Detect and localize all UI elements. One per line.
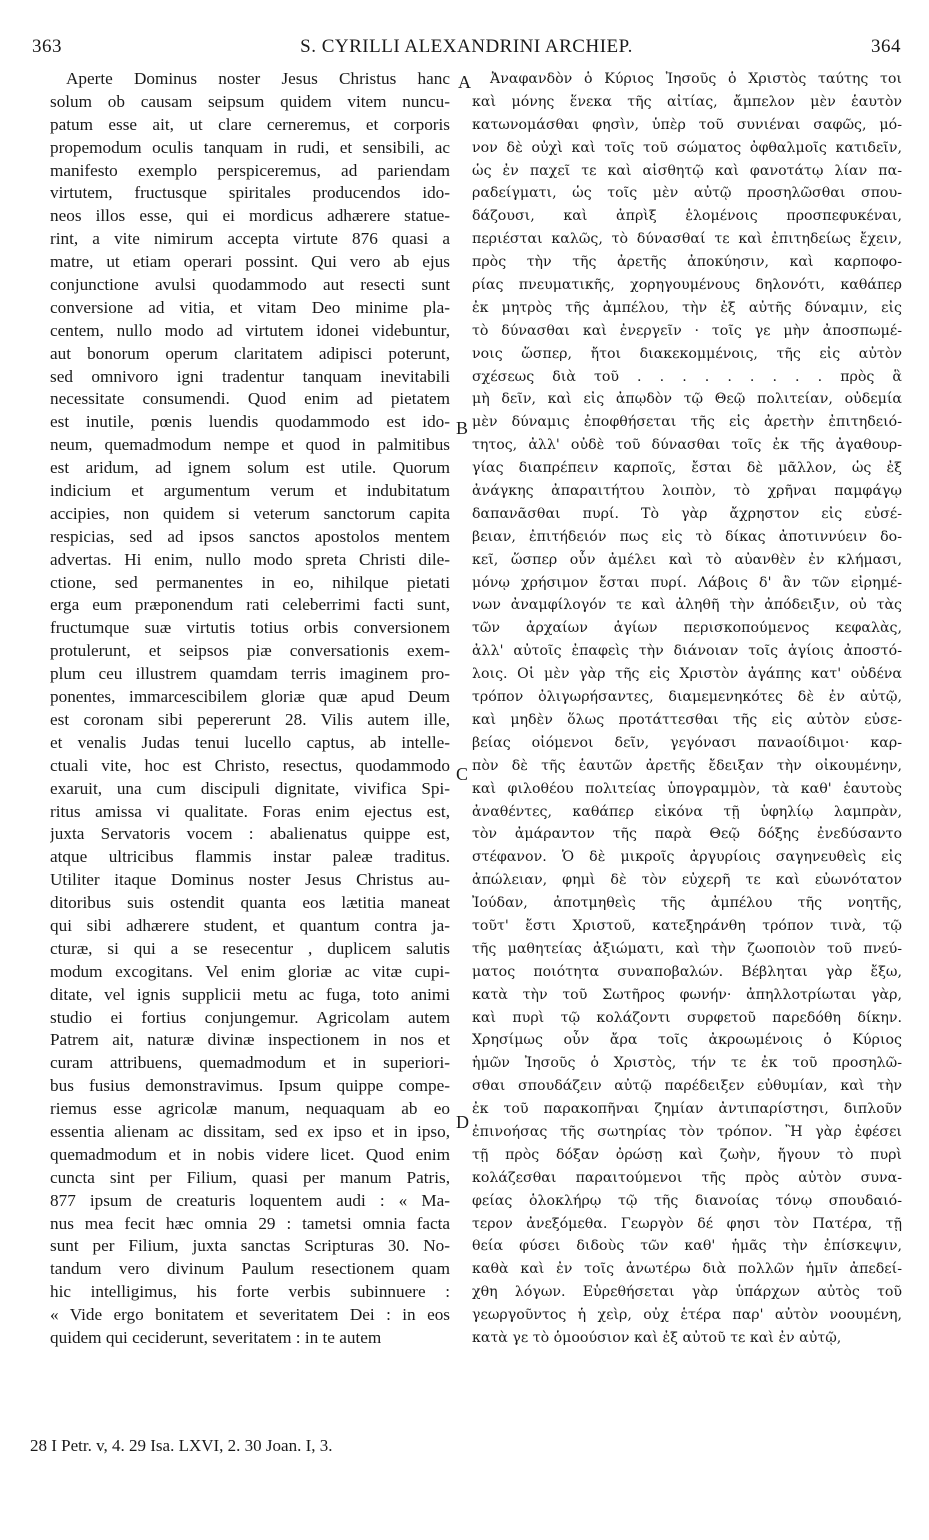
text-line: est inutile, pœnis luendis quodammodo est ido- xyxy=(50,412,450,432)
text-line: necessitate consumendi. Quod enim ad pietatem xyxy=(50,389,450,409)
text-line: neum, quemadmodum nempe et quod in palmitibus xyxy=(50,435,450,455)
text-line: δάζουσι, καὶ ἀπρὶξ ἑλομένοις προσπεφυκέναι, xyxy=(472,208,902,225)
text-line: Patrem ait, naturæ divinæ inspectionem in nos et xyxy=(50,1030,450,1050)
text-line: ἡμῶν Ἰησοῦς ὁ Χριστὸς, τήν τε ἐκ τοῦ προσηλῶ- xyxy=(472,1055,902,1072)
page-header xyxy=(32,30,901,60)
text-line: σχέσεως διὰ τοῦ . . . . . . . . . πρὸς ἃ xyxy=(472,368,902,385)
text-line: τῇ πρὸς δόξαν ὀρώσῃ καὶ ζωὴν, ἤγουν τὸ πυρὶ xyxy=(472,1146,902,1163)
text-line: γεωργοῦντος ἡ χεὶρ, οὐχ ἑτέρα παρ' αὐτὸν νοουμένη, xyxy=(472,1307,902,1324)
text-line: τερον ἀνεξόμεθα. Γεωργὸν δέ φησι τὸν Πατέρα, τῇ xyxy=(472,1215,902,1232)
running-title: S. CYRILLI ALEXANDRINI ARCHIEP. xyxy=(300,36,633,57)
section-marker-c: C xyxy=(456,764,469,784)
text-line: ἐκ τοῦ παρακοπῆναι ζημίαν ἀντιπαρίστησι, διπλοῦν xyxy=(472,1101,902,1118)
text-line: ritus amissa vi qualitate. Foras enim ejectus est, xyxy=(50,801,450,821)
text-line: τὸν ἀμάραντον τῆς παρὰ Θεῷ δόξης ἐνεδύσαντο xyxy=(472,826,902,843)
text-line: βειαν, ἐπιτήδειόν πως εἰς τὸ δίκας ἀποτιννύειν δο- xyxy=(472,528,902,545)
text-line: νοις ὥσπερ, ἤτοι διακεκομμένοις, τῆς εἰς αὐτὸν xyxy=(472,345,902,362)
text-line: sunt per Filium, juxta sanctas Scripturas 30. No- xyxy=(50,1236,450,1256)
page-number-left: 363 xyxy=(32,36,62,57)
text-line: atque ultricibus flammis instar paleæ traditus. xyxy=(50,847,450,867)
text-line: studio ei fortius conjungemur. Agricolam autem xyxy=(50,1007,450,1027)
text-line: καὶ μηδὲν ὅλως προτάττεσθαι τῆς εἰς αὐτὸν εὐσε- xyxy=(472,711,902,728)
text-line: καὶ μόνης ἕνεκα τῆς αἰτίας, ἄμπελον μὲν ἑαυτὸν xyxy=(472,93,902,110)
text-line: ὡς ἐν παχεῖ τε καὶ αἰσθητῷ καὶ φανοτάτῳ λίαν πα- xyxy=(472,162,902,179)
text-line: Ἀναφανδὸν ὁ Κύριος Ἰησοῦς ὁ Χριστὸς ταύτης τοι xyxy=(490,71,902,87)
text-line: exaruit, una cum discipuli dignitate, vivifica Spi- xyxy=(50,778,450,798)
text-line: νων ἀναμφίλογόν τε καὶ ἀληθῆ τὴν ἀπόδειξιν, οὐ τὰς xyxy=(472,597,902,614)
text-line: manifesto exemplo perspiceremus, ad pariendam xyxy=(50,160,450,180)
text-line: est aridum, ad ignem solum est utile. Quorum xyxy=(50,458,450,478)
text-line: protulerunt, et seipsos piæ conversationis exem- xyxy=(50,641,450,661)
text-line: ditate, vel ignis supplicii metu ac fuga, toto animi xyxy=(50,984,450,1004)
text-line: conjunctione avulsi quodammodo aut resecti sunt xyxy=(50,275,450,295)
text-line: κατὰ γε τὸ ὁμοούσιον καὶ ἐξ αὐτοῦ τε καὶ ἐν αὐτῷ, xyxy=(472,1329,842,1346)
text-line: ἐπινοήσας τῆς σωτηρίας τὸν τρόπον. Ἢ γὰρ ἐφέσει xyxy=(472,1123,902,1140)
text-line: curam attribuens, quemadmodum et in superiori- xyxy=(50,1053,450,1073)
text-line: κολάζεσθαι παραιτούμενοι τῆς πρὸς αὐτὸν συνα- xyxy=(472,1169,902,1186)
text-line: quidem qui ceciderunt, severitatem : in te autem xyxy=(50,1327,382,1347)
text-line: Utiliter itaque Dominus noster Jesus Christus au- xyxy=(50,870,450,890)
text-line: τοῦτ' ἔστι Χριστοῦ, κατεξηράνθη τρόπον τινὰ, τῷ xyxy=(472,917,902,934)
text-line: matre, ut etiam operari possint. Qui vero ab ejus xyxy=(50,252,450,272)
text-line: respicias, sed ad ipsos sanctos apostolos mentem xyxy=(50,526,450,546)
text-line: « Vide ergo bonitatem et severitatem Dei : in eos xyxy=(50,1305,450,1325)
text-line: τρόπον ὀλιγωρήσαντες, διαμεμενηκότες δὲ ἐν αὐτῷ, xyxy=(472,689,902,706)
text-line: ἀνάγκης ἀπαραιτήτου λοιπὸν, τὸ χρῆναι παμφάγῳ xyxy=(472,483,902,500)
text-line: fructumque suæ virtutis totius orbis conversionem xyxy=(50,618,450,638)
text-line: χθη λόγων. Εὑρεθήσεται γὰρ ὑπάρχων αὐτὸς τοῦ xyxy=(472,1284,902,1301)
text-line: καθὰ καὶ ἐν τοῖς ἀνωτέρω διὰ πολλῶν ἡμῖν ἀπεδεί- xyxy=(472,1261,902,1278)
text-line: conversione ad vitia, et vitam Deo minime pla- xyxy=(50,297,450,317)
text-line: ἐκ μητρὸς τῆς ἀμπέλου, τὴν ἐξ αὐτῆς δύναμιν, εἰς xyxy=(472,299,902,316)
text-line: propemodum oculis tanquam in rudi, et sensibili, ac xyxy=(50,137,450,157)
text-line: 877 ipsum de creaturis loquentem audi : « Ma- xyxy=(50,1190,450,1210)
text-line: indicium et argumentum verum et indubitatum xyxy=(50,481,450,501)
section-marker-a: A xyxy=(458,72,471,92)
text-line: ρίας πνευματικῆς, χορηγουμένους δηλονότι, καθάπερ xyxy=(472,277,902,294)
text-line: στέφανον. Ὁ δὲ μικροῖς ἀργυρίοις σαγηνευθεὶς εἰς xyxy=(472,849,902,866)
text-line: τὸ δύνασθαι καὶ ἐνεργεῖν · τοῖς γε μὴν ἀποσπωμέ- xyxy=(472,322,902,339)
text-line: advertas. Hi enim, nullo modo spreta Christi dile- xyxy=(50,549,450,569)
text-line: ctuali vite, hoc est Christo, resectus, quodammodo xyxy=(50,755,450,775)
text-line: μὴ δεῖν, καὶ εἰς ἀπῳδὸν τῷ Θεῷ πολιτείαν, οὐδεμία xyxy=(472,391,902,408)
text-line: καὶ φιλοθέου πολιτείας ὑπογραμμὸν, τὰ καθ' ἑαυτοὺς xyxy=(472,780,902,797)
text-line: ἀλλ' αὐτοῖς ἐπαφεὶς τὴν διάνοιαν τοῖς ἁγίοις ἀποστό- xyxy=(472,643,902,660)
text-line: ditoribus suis ostendit quanta eos lætitia maneat xyxy=(50,893,450,913)
text-line: πρὸς τὴν τῆς ἀρετῆς ἀποκύησιν, καὶ καρποφο- xyxy=(472,254,902,271)
text-line: θεία φύσει διδοὺς τῶν καθ' ἡμᾶς τὴν ἐπίσκεψιν, xyxy=(472,1238,902,1255)
text-line: riemus esse agricolæ manum, nequaquam ab eo xyxy=(50,1099,450,1119)
text-line: accipies, non quidem si veterum sanctorum capita xyxy=(50,503,450,523)
section-marker-d: D xyxy=(456,1112,469,1132)
text-line: ponentes, immarcescibilem gloriæ quæ apud Deum xyxy=(50,687,450,707)
text-line: τητος, ἀλλ' οὐδὲ τοῦ δύνασθαι τοῖς ἐκ τῆς ἀγαθουρ- xyxy=(472,437,902,454)
text-line: aut bonorum operum claritatem adipisci poterunt, xyxy=(50,343,450,363)
text-line: Aperte Dominus noster Jesus Christus hanc xyxy=(66,69,450,88)
text-line: περιέσται καλῶς, τὸ δύνασθαί τε καὶ ἐπιτηδείως ἔχειν, xyxy=(472,231,902,248)
text-line: τῆς μαθητείας ἀξιώματι, καὶ τὴν ζωοποιὸν τοῦ πνεύ- xyxy=(472,940,902,957)
text-line: ραδείγματι, ὡς τοῖς μὲν αὐτῷ προσηλῶσθαι σπου- xyxy=(472,185,902,202)
text-line: nus mea fecit hæc omnia 29 : tametsi omnia facta xyxy=(50,1213,450,1233)
text-line: ctione, sed permanentes in eo, nihilque pietati xyxy=(50,572,450,592)
text-line: sed omnivoro igni tradentur tanquam inevitabili xyxy=(50,366,450,386)
footnotes: 28 I Petr. v, 4. 29 Isa. LXVI, 2. 30 Joan. I, 3. xyxy=(30,1436,333,1455)
text-line: πὸν δὲ τῆς ἑαυτῶν ἀρετῆς ἔδειξαν τὴν οἰκουμένην, xyxy=(472,757,902,774)
text-line: φείας ὁλοκλήρῳ τῷ τῆς διανοίας τόνῳ σπουδαιό- xyxy=(472,1192,902,1209)
text-line: juxta Servatoris vocem : abalienatus quippe est, xyxy=(50,824,450,844)
text-line: ἀναθέντες, καθάπερ εἰκόνα τῇ ὑφηλίῳ λαμπρὰν, xyxy=(472,803,902,820)
text-line: plum ceu illustrem quamdam terris imaginem pro- xyxy=(50,664,450,684)
text-line: βείας οἰόμενοι δεῖν, γεγόνασι πανaοίδιμοι· καρ- xyxy=(472,734,902,751)
text-line: virtutem, fructusque spiritales producendos ido- xyxy=(50,183,450,203)
text-line: κατὰ τὴν τοῦ Σωτῆρος φωνήν· ἀπηλλοτρίωται γὰρ, xyxy=(472,986,902,1003)
text-line: erga eum præponendum rati celeberrimi facti sunt, xyxy=(50,595,450,615)
text-line: cuncta sint per Filium, quasi per manum Patris, xyxy=(50,1167,450,1187)
text-line: ματος ποιότητα συναποβαλών. Βέβληται γὰρ ἔξω, xyxy=(472,963,902,980)
text-line: qui sibi adhærere student, et quantum contra ja- xyxy=(50,915,450,935)
text-line: καὶ πυρὶ τῷ κολάζοντι συρφετοῦ παρεδόθη δίκην. xyxy=(472,1009,902,1026)
text-line: rint, a vite nimirum accepta virtute 876 quasi a xyxy=(50,229,450,249)
text-line: δαπανᾶσθαι πυρί. Τὸ γὰρ ἄχρηστον εἰς εὐσέ- xyxy=(472,505,902,522)
text-line: Ἰούδαν, ἀποτμηθεὶς τῆς ἀμπέλου τῆς νοητῆς, xyxy=(472,895,902,912)
text-line: tandum vero divinum Paulum resectionem quam xyxy=(50,1259,450,1279)
text-line: neos illos esse, qui ei mordicus adhærere statue- xyxy=(50,206,450,226)
text-line: μόνῳ χρήσιμον ἔσται πυρί. Λάβοις δ' ἂν τῶν εἰρημέ- xyxy=(472,574,902,591)
section-marker-b: B xyxy=(456,418,469,438)
text-line: κατωνομάσθαι φησὶν, ὑπὲρ τοῦ συνιέναι σαφῶς, μό- xyxy=(472,116,902,133)
text-line: λοις. Οἱ μὲν γὰρ τῆς εἰς Χριστὸν ἀγάπης κατ' οὐδένα xyxy=(472,666,902,683)
text-line: τῶν ἀρχαίων ἁγίων περισκοπούμενος κεφαλὰς, xyxy=(472,620,902,637)
text-line: est coronam sibi pepererunt 28. Vilis autem ille, xyxy=(50,709,450,729)
text-line: solum ob causam seipsum quidem vitem nuncu- xyxy=(50,91,450,111)
text-line: νον δὲ οὐχὶ καὶ τοῖς τοῦ σώματος ὀφθαλμοῖς κατιδεῖν, xyxy=(472,139,902,156)
text-line: γίας διαπρέπειν καρποῖς, ἔσται δὲ μᾶλλον, ὡς ἐξ xyxy=(472,460,902,477)
text-line: bus fusius demonstravimus. Ipsum quippe compe- xyxy=(50,1076,450,1096)
text-line: essentia alienam ac dissitam, sed ex ipso et in ipso, xyxy=(50,1121,450,1141)
text-line: quemadmodum et in nobis videre licet. Quod enim xyxy=(50,1144,450,1164)
text-line: Χρησίμως οὖν ἄρα τοῖς ἀκροωμένοις ὁ Κύριος xyxy=(472,1032,902,1049)
text-line: hic intelligimus, his forte verbis subinnuere : xyxy=(50,1282,450,1302)
text-line: ἀπώλειαν, φημὶ δὲ τὸν εὐχερῆ τε καὶ εὐωνότατον xyxy=(472,872,902,889)
greek-column xyxy=(472,68,902,1350)
text-line: modum excogitans. Vel enim gloriæ ac vitæ cupi- xyxy=(50,961,450,981)
page-number-right: 364 xyxy=(871,36,901,57)
text-line: cturæ, si qui a se resecentur , duplicem salutis xyxy=(50,938,450,958)
text-line: centem, nullo modo ad virtutem idonei videbuntur, xyxy=(50,320,450,340)
text-line: σθαι σπουδάζειν αὐτῷ παρέδειξεν εὐθυμίαν, καὶ τὴν xyxy=(472,1078,902,1095)
text-line: μὲν δύναμις ἐποφθήσεται τῆς εἰς ἀρετὴν ἐπιτηδειό- xyxy=(472,414,902,431)
latin-column xyxy=(50,68,450,1350)
text-line: κεῖ, ὥσπερ οὖν ἀμέλει καὶ τὸ αὐανθὲν ἐν κλήμασι, xyxy=(472,551,902,568)
text-line: patum esse ait, ut clare cerneremus, et corporis xyxy=(50,114,450,134)
text-line: et venalis Judas tenui lucello captus, ab intelle- xyxy=(50,732,450,752)
